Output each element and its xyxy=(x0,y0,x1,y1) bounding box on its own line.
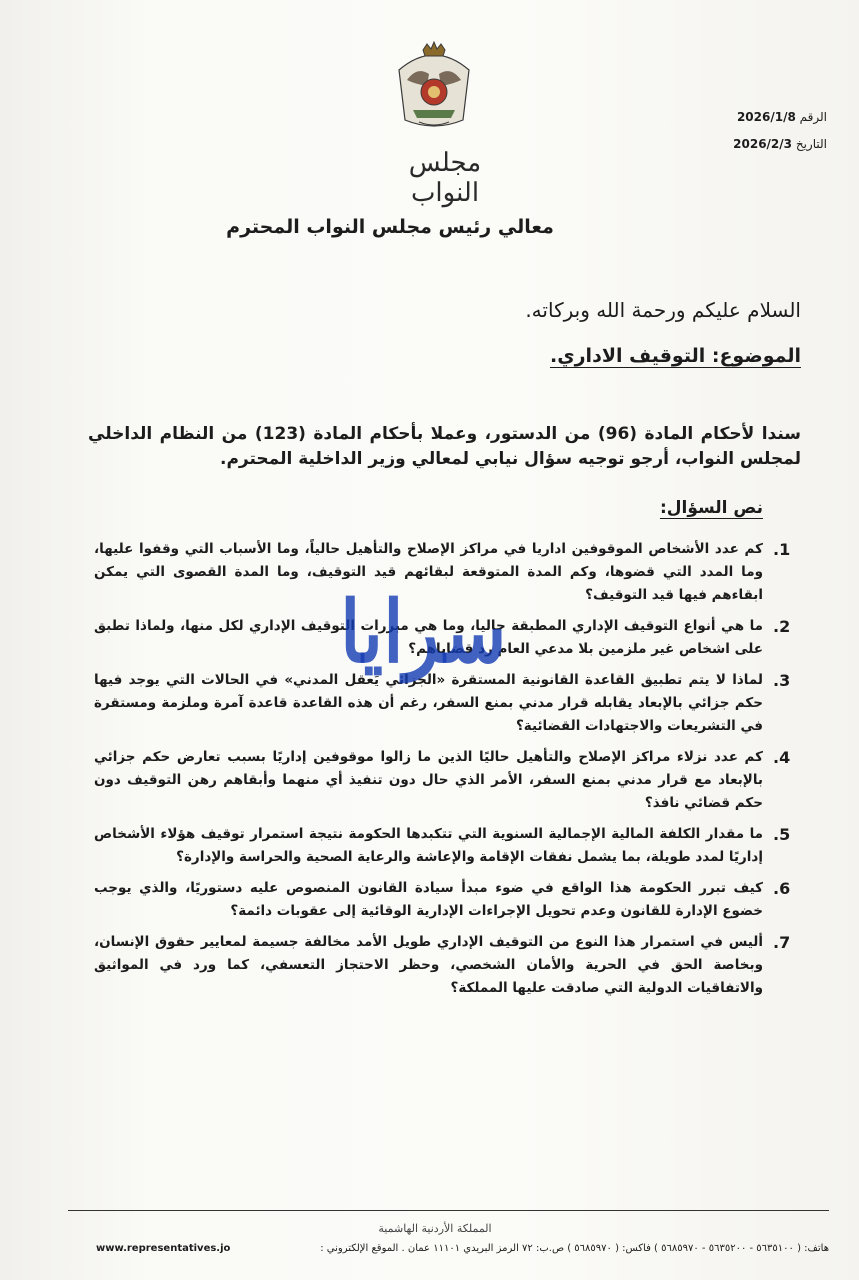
question-item xyxy=(94,931,791,1000)
question-number: 1. xyxy=(773,540,791,559)
council-name-logotype: مجلس النواب xyxy=(408,148,482,208)
reference-date xyxy=(725,137,827,151)
question-item xyxy=(94,877,791,923)
addressee-heading: معالي رئيس مجلس النواب المحترم xyxy=(226,216,554,238)
question-text: كم عدد الأشخاص الموقوفين اداريا في مراكز الإصلاح والتأهيل حالياً، وما الأسباب التي وقفوا عليها، وما المدد التي قضوها، وكم المدة المتوقعة لبقائهم قيد التوقيف، وما المدة القصوى التي يمكن ابقاءهم فيها قيد التوقيف؟ xyxy=(94,541,763,603)
question-number: 7. xyxy=(773,933,791,952)
question-text: كم عدد نزلاء مراكز الإصلاح والتأهيل حاليًا الذين ما زالوا موقوفين إداريًا بسبب تعارض حكم جزائي بالإبعاد مع قرار مدني بمنع السفر، الأمر الذي حال دون تنفيذ أي منهما وأبقاهم رهن التوقيف دون حكم قضائي نافذ؟ xyxy=(94,749,763,811)
reference-date-label: التاريخ xyxy=(795,137,827,151)
question-item xyxy=(94,746,791,815)
question-text: لماذا لا يتم تطبيق القاعدة القانونية المستقرة «الجزائي يَعقل المدني» في الحالات التي يوجد فيها حكم جزائي بالإبعاد يقابله قرار مدني بمنع السفر، رغم أن هذه القاعدة قاعدة آمرة وملزمة ومستقرة في التشريعات والاجتهادات القضائية؟ xyxy=(94,672,763,734)
reference-number-label: الرقم xyxy=(799,110,827,124)
reference-date-value: 2026/2/3 xyxy=(733,137,793,151)
footer-website-link[interactable]: www.representatives.jo xyxy=(96,1243,231,1254)
question-text: ما هي أنواع التوقيف الإداري المطبقة حاليا، وما هي مبررات التوقيف الإداري لكل منها، ولماذا تطبق على اشخاص غير ملزمين بلا مدعي العام رد قضاياهم؟ xyxy=(94,618,763,657)
question-text: أليس في استمرار هذا النوع من التوقيف الإداري طويل الأمد مخالفة جسيمة لمعايير حقوق الإنسان، وبخاصة الحق في الحرية والأمان الشخصي، وحظر الاحتجاز التعسفي، كما ورد في المواثيق والاتفاقيات الدولية التي صادقت عليها المملكة؟ xyxy=(94,934,763,996)
question-number: 4. xyxy=(773,748,791,767)
reference-number xyxy=(729,110,827,124)
watermark-logo: سرايا xyxy=(340,583,507,683)
question-number: 5. xyxy=(773,825,791,844)
subject-line: الموضوع: التوقيف الاداري. xyxy=(549,345,801,367)
reference-number-value: 2026/1/8 xyxy=(736,110,796,124)
question-number: 2. xyxy=(773,617,791,636)
question-number: 3. xyxy=(773,671,791,690)
question-number: 6. xyxy=(773,879,791,898)
footer-kingdom-name: المملكة الأردنية الهاشمية xyxy=(378,1222,492,1235)
questions-heading: نص السؤال: xyxy=(659,498,763,518)
intro-paragraph: سندا لأحكام المادة (96) من الدستور، وعملا بأحكام المادة (123) من النظام الداخلي لمجلس النواب، أرجو توجيه سؤال نيابي لمعالي وزير الداخلية المحترم. xyxy=(88,424,801,469)
question-item xyxy=(94,823,791,869)
question-text: كيف تبرر الحكومة هذا الواقع في ضوء مبدأ سيادة القانون المنصوص عليه دستوريًا، والذي يوجب خضوع الإدارة للقانون وعدم تحويل الإجراءات الإدارية الوقائية إلى عقوبات دائمة؟ xyxy=(94,880,763,919)
footer-divider xyxy=(68,1210,829,1211)
question-text: ما مقدار الكلفة المالية الإجمالية السنوية التي تتكبدها الحكومة نتيجة استمرار توقيف هؤلاء الأشخاص إداريًا لمدد طويلة، بما يشمل نفقات الإقامة والإعاشة والرعاية الصحية والحراسة والإدارة؟ xyxy=(94,826,763,865)
footer-contact-info: هاتف: ( ٥٦٣٥١٠٠ - ٥٦٣٥٢٠٠ - ٥٦٨٥٩٧٠ ) فاكس: ( ٥٦٨٥٩٧٠ ) ص.ب: ٧٢ الرمز البريدي ١١١٠١ عمان . الموقع الإلكتروني : xyxy=(320,1243,829,1254)
coat-of-arms-icon xyxy=(393,40,475,132)
greeting-line: السلام عليكم ورحمة الله وبركاته. xyxy=(525,298,801,322)
